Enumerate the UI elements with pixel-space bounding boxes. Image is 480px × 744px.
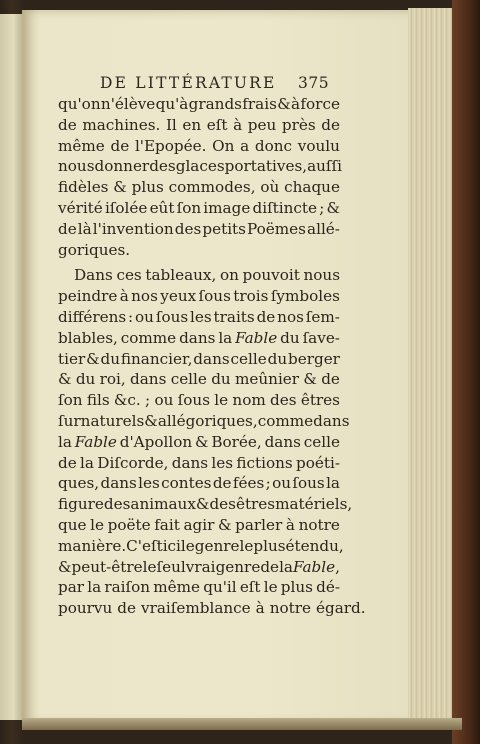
- body-text: [58, 94, 366, 619]
- text-line: de là l'invention des petits Poëmes allé-: [58, 219, 340, 238]
- text-line: la Fable d'Apollon & Borée, dans celle: [58, 432, 340, 451]
- text-line: même de l'Epopée. On a donc voulu: [58, 136, 340, 155]
- text-line: nous donner des glaces portatives, auſſi: [58, 157, 343, 176]
- text-line: & peut-être le ſeul vrai genre de la Fable,: [58, 557, 340, 576]
- text-line: de machines. Il en eſt à peu près de: [58, 115, 340, 134]
- text-line: goriques.: [58, 240, 131, 259]
- header-title: DE LITTÉRATURE: [100, 74, 277, 92]
- text-line: que le poëte fait agir & parler à notre: [58, 515, 340, 534]
- bottom-page-edge: [22, 718, 462, 730]
- text-line: tier & du financier, dans celle du berger: [58, 349, 340, 368]
- text-line: ſon fils &c. ; ou ſous le nom des êtres: [58, 391, 340, 410]
- text-line: par la raiſon même qu'il eſt le plus dé-: [58, 578, 340, 597]
- text-line: blables, comme dans la Fable du ſave-: [58, 328, 340, 347]
- text-line: différens : ou ſous les traits de nos ſem-: [58, 307, 340, 326]
- text-line: Dans ces tableaux, on pouvoit nous: [74, 266, 340, 285]
- text-line: fidèles & plus commodes, où chaque: [58, 178, 340, 197]
- text-line: pourvu de vraiſemblance à notre égard.: [58, 599, 366, 618]
- text-line: manière. C'eſt ici le genre le plus étendu,: [58, 536, 344, 555]
- text-line: vérité iſolée eût ſon image diſtincte ; &: [58, 198, 340, 217]
- text-line: figure des animaux & des êtres matériels,: [58, 495, 353, 514]
- running-header: [100, 74, 360, 92]
- text-line: & du roi, dans celle du meûnier & de: [58, 370, 340, 389]
- facing-page-edge: [0, 14, 23, 720]
- book-cover: [452, 0, 480, 744]
- text-line: peindre à nos yeux ſous trois ſymboles: [58, 287, 340, 306]
- text-line: ſurnaturels & allégoriques, comme dans: [58, 411, 350, 430]
- text-line: ques, dans les contes de fées ; ou ſous la: [58, 474, 340, 493]
- text-line: qu'on n'élève qu'à grands frais & à force: [58, 95, 340, 113]
- page-number: 375: [298, 74, 330, 92]
- text-line: de la Diſcorde, dans les fictions poéti-: [58, 453, 340, 472]
